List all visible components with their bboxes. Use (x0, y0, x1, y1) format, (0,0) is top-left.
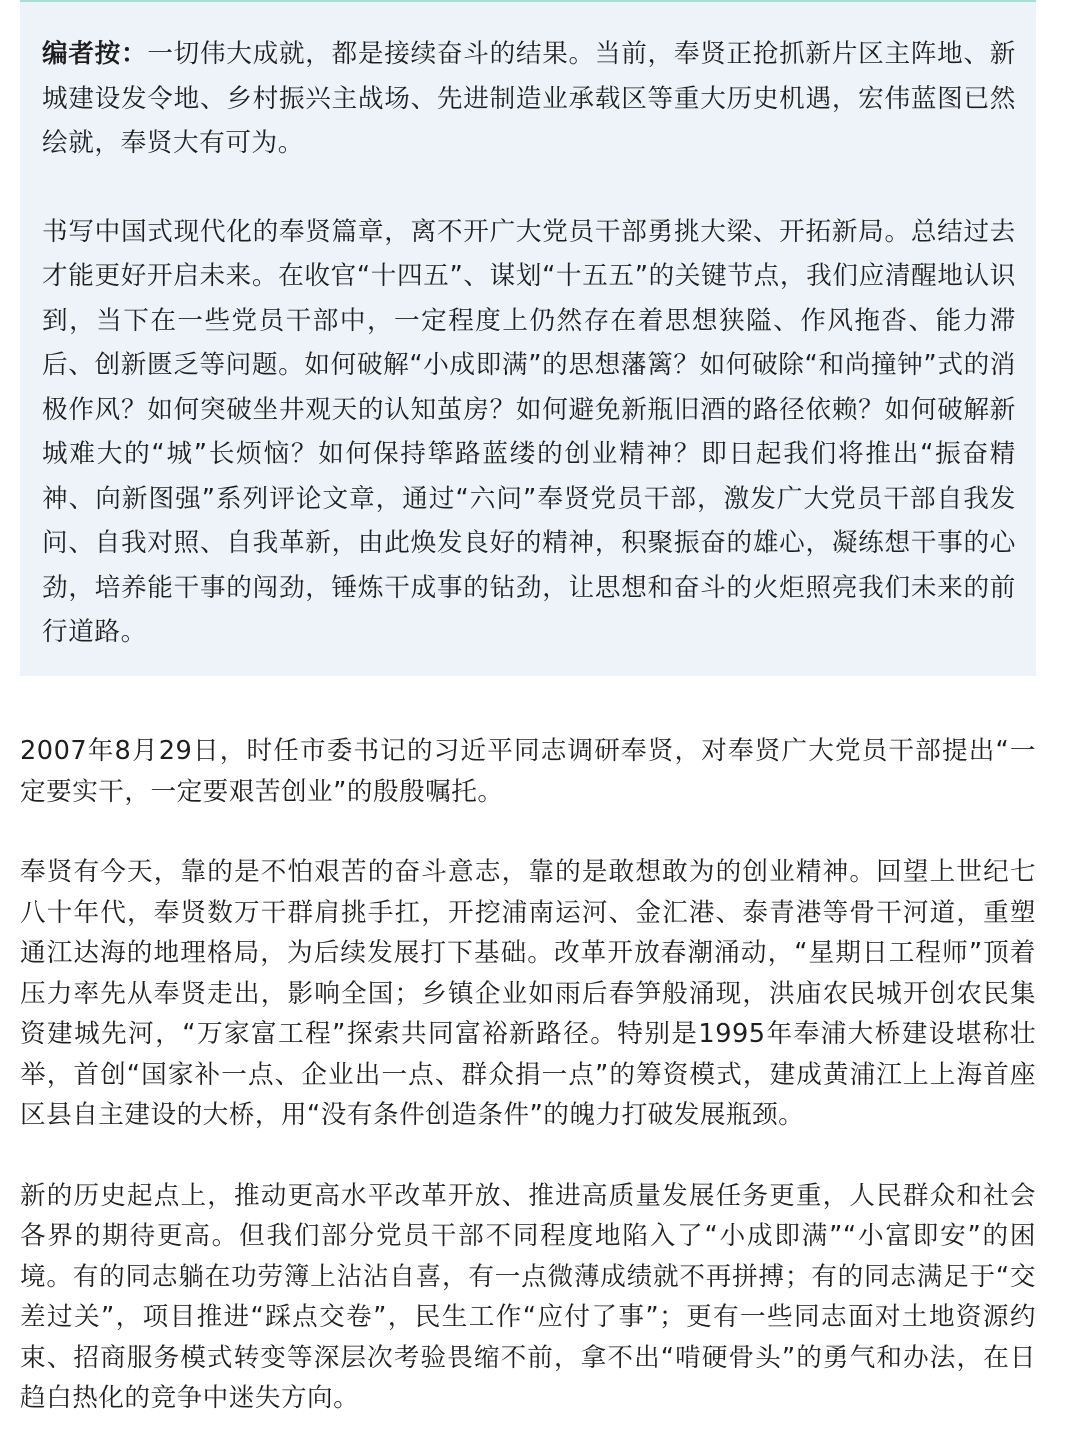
article-paragraph: 2007年8月29日，时任市委书记的习近平同志调研奉贤，对奉贤广大党员干部提出“一定要实干，一定要艰苦创业”的殷殷嘱托。 (20, 736, 1036, 807)
editor-note-label: 编者按： (42, 39, 148, 69)
article-body (20, 731, 1036, 1419)
article-paragraph: 奉贤有今天，靠的是不怕艰苦的奋斗意志，靠的是敢想敢为的创业精神。回望上世纪七八十年代，奉贤数万干群肩挑手扛，开挖浦南运河、金汇港、泰青港等骨干河道，重塑通江达海的地理格局，为后续发展打下基础。改革开放春潮涌动，“星期日工程师”顶着压力率先从奉贤走出，影响全国；乡镇企业如雨后春笋般涌现，洪庙农民城开创农民集资建城先河，“万家富工程”探索共同富裕新路径。特别是1995年奉浦大桥建设堪称壮举，首创“国家补一点、企业出一点、群众捐一点”的筹资模式，建成黄浦江上上海首座区县自主建设的大桥，用“没有条件创造条件”的魄力打破发展瓶颈。 (20, 857, 1036, 1130)
editor-note-paragraph (42, 32, 1016, 166)
editor-note-box (20, 2, 1036, 676)
editor-note-text: 一切伟大成就，都是接续奋斗的结果。当前，奉贤正抢抓新片区主阵地、新城建设发令地、乡村振兴主战场、先进制造业承载区等重大历史机遇，宏伟蓝图已然绘就，奉贤大有可为。 (42, 39, 1016, 158)
editor-note-paragraph: 书写中国式现代化的奉贤篇章，离不开广大党员干部勇挑大梁、开拓新局。总结过去才能更好开启未来。在收官“十四五”、谋划“十五五”的关键节点，我们应清醒地认识到，当下在一些党员干部中，一定程度上仍然存在着思想狭隘、作风拖沓、能力滞后、创新匮乏等问题。如何破解“小成即满”的思想藩篱？如何破除“和尚撞钟”式的消极作风？如何突破坐井观天的认知茧房？如何避免新瓶旧酒的路径依赖？如何破解新城难大的“城”长烦恼？如何保持筚路蓝缕的创业精神？即日起我们将推出“振奋精神、向新图强”系列评论文章，通过“六问”奉贤党员干部，激发广大党员干部自我发问、自我对照、自我革新，由此焕发良好的精神，积聚振奋的雄心，凝练想干事的心劲，培养能干事的闯劲，锤炼干成事的钻劲，让思想和奋斗的火炬照亮我们未来的前行道路。 (42, 216, 1016, 647)
article-paragraph: 新的历史起点上，推动更高水平改革开放、推进高质量发展任务更重，人民群众和社会各界的期待更高。但我们部分党员干部不同程度地陷入了“小成即满”“小富即安”的困境。有的同志躺在功劳簿上沾沾自喜，有一点微薄成绩就不再拼搏；有的同志满足于“交差过关”，项目推进“踩点交卷”，民生工作“应付了事”；更有一些同志面对土地资源约束、招商服务模式转变等深层次考验畏缩不前，拿不出“啃硬骨头”的勇气和办法，在日趋白热化的竞争中迷失方向。 (20, 1180, 1036, 1413)
